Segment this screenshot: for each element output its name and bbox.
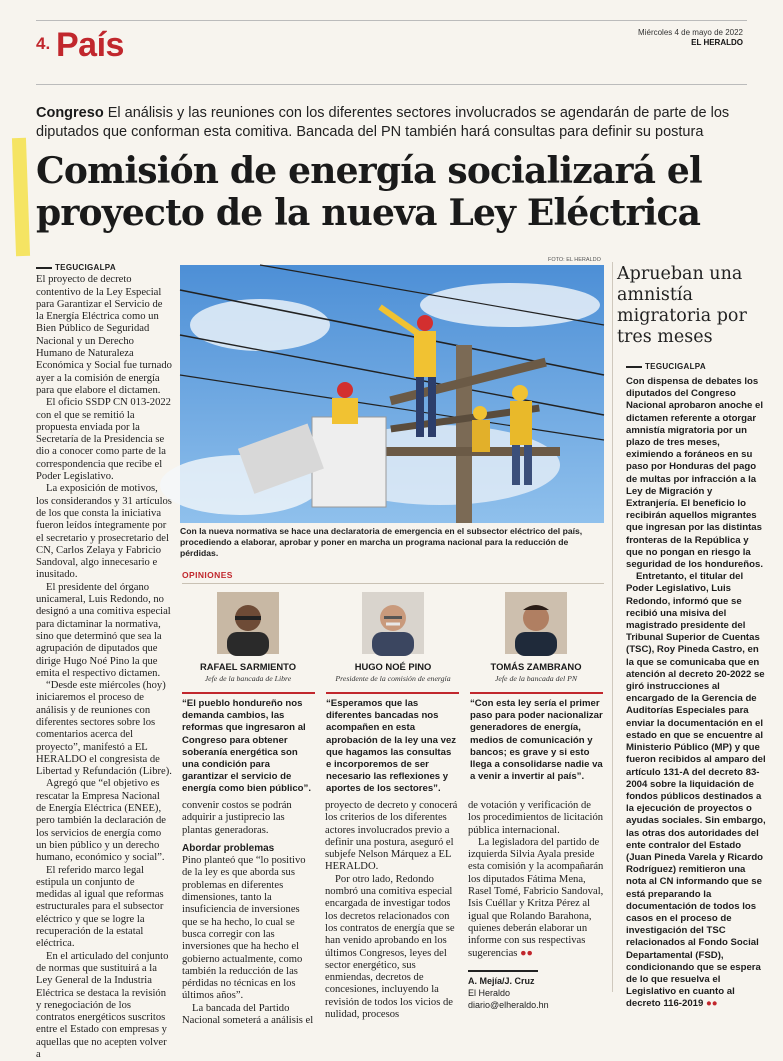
opinions-label: OPINIONES bbox=[182, 570, 233, 580]
article-column-1 bbox=[36, 262, 172, 1061]
opinion-name: RAFAEL SARMIENTO bbox=[199, 661, 296, 672]
byline-email[interactable]: diario@elheraldo.hn bbox=[468, 999, 549, 1010]
opinion-name: HUGO NOÉ PINO bbox=[354, 661, 432, 672]
highlighter-mark bbox=[12, 138, 30, 256]
paragraph: “Desde este miércoles (hoy) iniciaremos el proceso de análisis y de reuniones con diferentes sectores sobre los comentarios acerca del proyecto”, manifestó a EL HERALDO el congresista de Libertad y Refundación (Libre). bbox=[36, 680, 172, 778]
sidebar-dateline: TEGUCIGALPA bbox=[626, 362, 706, 371]
opinion-quote: “Esperamos que las diferentes bancadas nos acompañen en esta aprobación de la ley una vez que hagamos las consultas e incorporemos de ser necesario las reflexiones y aportes de los sectores”. bbox=[326, 692, 459, 796]
opinion-quote: “El pueblo hondureño nos demanda cambios, las reformas que ingresaron al Congreso para obtener soberanía energética son una condición para garantizar el servicio de energía como bien público”. bbox=[182, 692, 315, 796]
paragraph: de votación y verificación de los procedimientos de licitación pública internacional. bbox=[468, 800, 604, 836]
sidebar-headline: Aprueban una amnistía migratoria por tres meses bbox=[617, 264, 747, 347]
section-title: País bbox=[56, 26, 124, 64]
paragraph: La exposición de motivos, los considerandos y 31 artículos de los que consta la iniciativa fueron leídos íntegramente por el secretario y prosecretario del CN, Carlos Zelaya y Fabricio Sandoval, algo innecesario e inusitado. bbox=[36, 483, 172, 581]
byline bbox=[468, 970, 549, 1011]
avatar-tomas-zambrano bbox=[505, 592, 567, 654]
avatar-rafael-sarmiento bbox=[217, 592, 279, 654]
top-rule bbox=[36, 20, 747, 21]
opinion-role: Jefe de la bancada del PN bbox=[494, 674, 578, 683]
deck-text: El análisis y las reuniones con los diferentes sectores involucrados se agendarán de parte de los diputados que conforman esta comitiva. Bancada del PN también hará consultas para definir su postura bbox=[36, 105, 730, 140]
paragraph: El referido marco legal estipula un conjunto de medidas al igual que reformas estructurales para el subsector eléctrico y que se logre la recuperación de la estatal eléctrica. bbox=[36, 864, 164, 950]
linemen-on-pole-illustration bbox=[180, 265, 604, 523]
paragraph: Pino planteó que “lo positivo de la ley es que aborda sus problemas en diferentes dimensiones, tanto la insuficiencia de inversiones que se ha hecho, lo cual se busca corregir con las inversiones que ha hecho el gobierno actualmente, como también la reducción de las pérdidas no técnicas en los últimos años”. bbox=[182, 855, 306, 1002]
subhead: Abordar problemas bbox=[182, 842, 275, 854]
paragraph: convenir costos se podrán adquirir a justiprecio las plantas generadoras. bbox=[182, 800, 292, 836]
paragraph: El proyecto de decreto contentivo de la Ley Especial para Garantizar el Servicio de la Energía Eléctrica como un Bien Público de Seguridad Nacional y un Derecho Humano de Naturaleza Económica y Social fue turnado ayer a la comisión de energía para que elabore el dictamen. bbox=[36, 274, 172, 396]
byline-outlet: El Heraldo bbox=[468, 987, 511, 998]
article-column-3 bbox=[325, 800, 460, 1021]
newspaper-brand: EL HERALDO bbox=[691, 38, 743, 47]
article-photo bbox=[180, 265, 604, 523]
header-rule bbox=[36, 84, 747, 85]
paragraph: La bancada del Partido Nacional someterá a análisis el bbox=[182, 1002, 314, 1027]
sidebar-body bbox=[626, 376, 767, 1011]
paragraph: El presidente del órgano unicameral, Luis Redondo, no designó a una comitiva especial para dictaminar la normativa, sino que determinó que sea la agrupación de diputados que dirige Hugo Noé Pino la que emita el respectivo dictamen. bbox=[36, 581, 171, 679]
article-deck bbox=[36, 104, 748, 142]
paragraph: Por otro lado, Redondo nombró una comitiva especial encargada de investigar todos los decretos relacionados con los contratos de energía que se han venido aprobando en los últimos Congresos, leyes del sector energético, sus enmiendas, decretos de concesiones, incluyendo la revisión de todos los vicios de nulidad, procesos bbox=[325, 873, 455, 1021]
issue-date: Miércoles 4 de mayo de 2022 bbox=[638, 28, 743, 37]
article-dateline: TEGUCIGALPA bbox=[36, 262, 172, 274]
paragraph-text: La legisladora del partido de izquierda Silvia Ayala preside esta comisión y la acompañarán los diputados Fátima Mena, Rasel Tomé, Fabricio Sandoval, Isis Cuéllar y Kritza Pérez al igual que Rolando Barahona, quienes deberán elaborar un informe con sus respectivas sugerencias bbox=[468, 836, 604, 959]
deck-kicker: Congreso bbox=[36, 105, 104, 121]
avatar-hugo-noe-pino bbox=[362, 592, 424, 654]
paragraph: Agregó que “el objetivo es rescatar la Empresa Nacional de Energía Eléctrica (ENEE), pero también la declaración de los servicios de energía como un bien público y un derecho humano, económico y social”. bbox=[36, 778, 167, 864]
article-column-4 bbox=[468, 800, 604, 1011]
opinion-name: TOMÁS ZAMBRANO bbox=[490, 661, 582, 672]
opinion-role: Presidente de la comisión de energía bbox=[335, 674, 451, 683]
paragraph: Con dispensa de debates los diputados del Congreso Nacional aprobaron anoche el dictamen referente a otorgar amnistía migratoria por un plazo de tres meses, eximiendo a foráneos en su paso por Honduras del pago de multas por infracción a la Ley de Migración y Extranjería. El beneficio lo recibirán aquellos migrantes que ingresan por las distintas fronteras de la República y que no pongan en riesgo la seguridad de los hondureños. bbox=[626, 376, 764, 571]
paragraph bbox=[468, 837, 604, 960]
photo-caption: Con la nueva normativa se hace una declaratoria de emergencia en el subsector eléctrico del país, procediendo a elaborar, aprobar y poner en marcha un programa nacional para la reducción de pérdidas. bbox=[180, 526, 583, 558]
paragraph: proyecto de decreto y conocerá los criterios de los diferentes actores involucrados previo a definir una postura, aseguró el subjefe Nelson Márquez a EL HERALDO. bbox=[325, 800, 458, 873]
paragraph bbox=[626, 571, 767, 1010]
paragraph-text: Entretanto, el titular del Poder Legislativo, Luis Redondo, informó que se recibió una misiva del magistrado presidente del Tribunal Superior de Cuentas (TSC), Roy Pineda Castro, en la que se comunicaba que en atención al decreto 20-2022 se giró instrucciones al encargado de la Gerencia de Auditorías Especiales para enviar la documentación en el estado en que se encuentre al Ministerio Público (MP) y que fueron recibidos al amparo del artículo 131-A del decreto 83-2004 sobre la liquidación de fondos públicos destinados a la ejecución de proyectos o ayudas sociales. Sin embargo, las otras dos autoridades del ente contralor del Estado (Juan Pineda Varela y Ricardo Rodríguez) remitieron una nota al CN informando que se está preparando la documentación de todos los casos en el proceso de investigación del TSC relacionados al Fondo Social Departamental (FSD), condicionando que se espera de lo que resuelva el Legislativo en cuanto al decreto 116-2019 bbox=[626, 571, 766, 1010]
sidebar-rule bbox=[612, 262, 613, 992]
headline: Comisión de energía socializará el proyecto de la nueva Ley Eléctrica bbox=[36, 150, 702, 234]
paragraph: En el articulado del conjunto de normas que sustituirá a la Ley General de la Industria Eléctrica se destaca la revisión y renegociación de los contratos energéticos suscritos entre el Estado con empresas y aquellas que no acepten volver a bbox=[36, 950, 169, 1060]
opinion-role: Jefe de la bancada de Libre bbox=[204, 674, 292, 683]
article-column-2 bbox=[182, 800, 317, 1027]
byline-authors: A. Mejía/J. Cruz bbox=[468, 975, 535, 986]
opinion-quote: “Con esta ley sería el primer paso para poder nacionalizar generadores de energía, medios de comunicación y bancos; es grave y si esto llega a consolidarse nadie va a venir a invertir al país”. bbox=[470, 692, 603, 783]
paragraph: El oficio SSDP CN 013-2022 con el que se remitió la propuesta enviada por la Secretaría de la Presidencia se dio a conocer como parte de la correspondencia que recibe el Poder Legislativo. bbox=[36, 397, 171, 483]
end-mark: ●● bbox=[520, 947, 533, 959]
end-mark: ●● bbox=[706, 998, 718, 1010]
opinions-rule bbox=[182, 583, 604, 584]
photo-credit: FOTO: EL HERALDO bbox=[548, 257, 601, 263]
page-number: 4. bbox=[36, 34, 51, 53]
